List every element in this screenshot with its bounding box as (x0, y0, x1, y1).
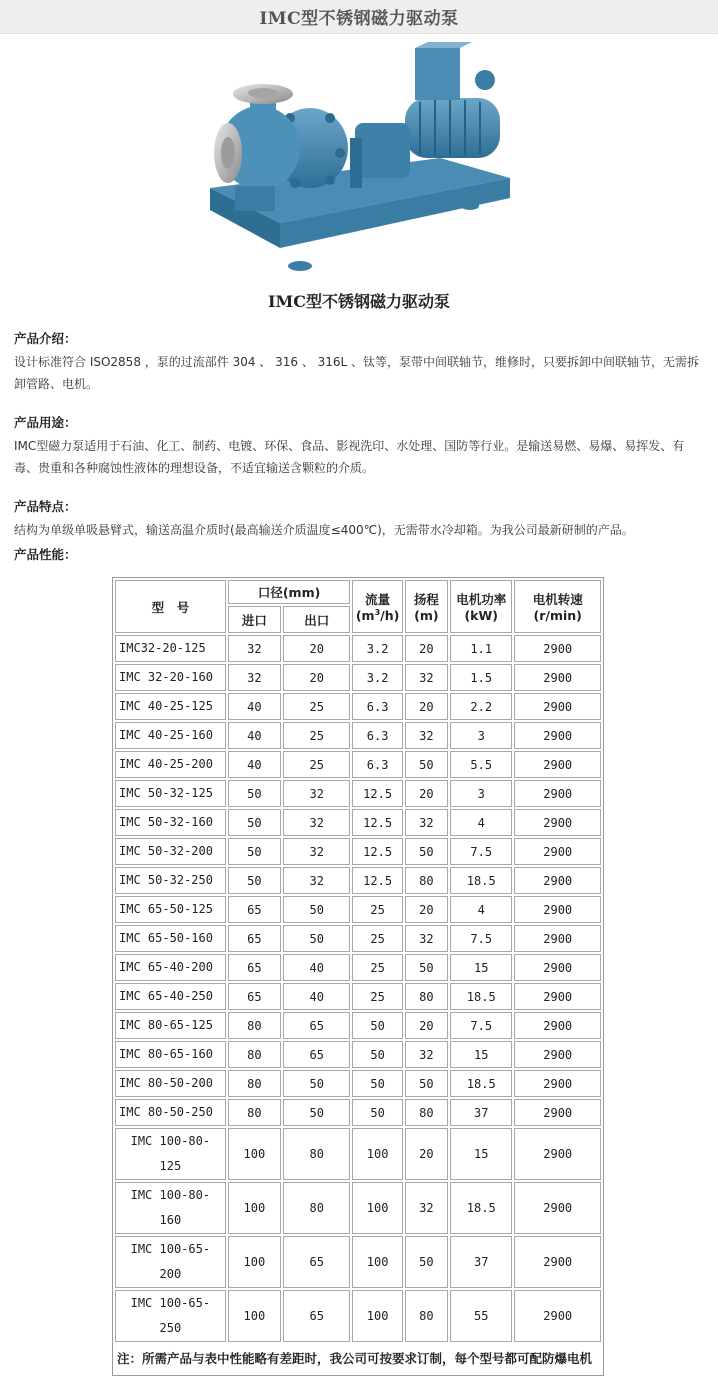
header-flow-unit-sup: 3 (374, 607, 381, 617)
cell-inlet: 100 (228, 1182, 281, 1234)
cell-outlet: 40 (283, 983, 350, 1010)
cell-speed: 2900 (514, 664, 601, 691)
cell-model-line1: IMC 100-80- (130, 1188, 211, 1202)
cell-model (115, 1236, 226, 1288)
cell-flow: 25 (352, 954, 402, 981)
cell-model (115, 1182, 226, 1234)
cell-power: 7.5 (450, 925, 512, 952)
table-row (115, 809, 601, 836)
features-heading: 产品特点： (14, 499, 77, 514)
header-power (450, 580, 512, 633)
cell-model-line1: IMC 100-65- (130, 1296, 211, 1310)
cell-outlet: 50 (283, 1070, 350, 1097)
cell-outlet: 65 (283, 1290, 350, 1342)
cell-head: 20 (405, 780, 448, 807)
cell-speed: 2900 (514, 1070, 601, 1097)
header-model: 型 号 (115, 580, 226, 633)
table-row (115, 1236, 601, 1288)
cell-power: 37 (450, 1099, 512, 1126)
cell-power: 55 (450, 1290, 512, 1342)
cell-model (115, 1128, 226, 1180)
cell-power: 15 (450, 1128, 512, 1180)
cell-power: 5.5 (450, 751, 512, 778)
table-row (115, 896, 601, 923)
cell-flow: 25 (352, 983, 402, 1010)
cell-inlet: 32 (228, 635, 281, 662)
cell-head: 80 (405, 983, 448, 1010)
cell-model: IMC 80-65-160 (115, 1041, 226, 1068)
cell-head: 50 (405, 954, 448, 981)
cell-outlet: 80 (283, 1128, 350, 1180)
cell-flow: 12.5 (352, 838, 402, 865)
cell-outlet: 20 (283, 664, 350, 691)
performance-heading: 产品性能： (14, 547, 77, 562)
cell-flow: 50 (352, 1012, 402, 1039)
cell-inlet: 40 (228, 693, 281, 720)
cell-head: 50 (405, 1070, 448, 1097)
cell-model: IMC 65-40-200 (115, 954, 226, 981)
intro-text: 设计标准符合 ISO2858 ，泵的过流部件 304 、 316 、 316L 、钛等，泵带中间联轴节，维修时，只要拆卸中间联轴节，无需拆卸管路、电机。 (14, 355, 700, 391)
cell-model: IMC 80-50-250 (115, 1099, 226, 1126)
header-flow-line2 (353, 608, 401, 623)
cell-model: IMC 80-50-200 (115, 1070, 226, 1097)
cell-speed: 2900 (514, 780, 601, 807)
cell-inlet: 40 (228, 751, 281, 778)
cell-flow: 50 (352, 1070, 402, 1097)
table-header-row (115, 580, 601, 604)
cell-model: IMC 40-25-200 (115, 751, 226, 778)
cell-outlet: 32 (283, 867, 350, 894)
cell-speed: 2900 (514, 722, 601, 749)
cell-inlet: 50 (228, 780, 281, 807)
table-row (115, 1099, 601, 1126)
header-power-line2: (kW) (464, 608, 498, 623)
cell-inlet: 80 (228, 1012, 281, 1039)
cell-outlet: 50 (283, 925, 350, 952)
cell-flow: 12.5 (352, 867, 402, 894)
header-head (405, 580, 448, 633)
header-speed-line2: (r/min) (533, 608, 582, 623)
cell-head: 32 (405, 1041, 448, 1068)
features-text: 结构为单级单吸悬臂式，输送高温介质时(最高输送介质温度≤400℃)，无需带水冷却箱。为我公司最新研制的产品。 (14, 523, 634, 537)
cell-outlet: 80 (283, 1182, 350, 1234)
cell-head: 20 (405, 693, 448, 720)
cell-model: IMC 50-32-200 (115, 838, 226, 865)
cell-speed: 2900 (514, 1182, 601, 1234)
table-row (115, 1012, 601, 1039)
cell-head: 80 (405, 1290, 448, 1342)
cell-power: 3 (450, 780, 512, 807)
cell-outlet: 25 (283, 693, 350, 720)
header-flow-line1: 流量 (365, 591, 391, 607)
cell-flow: 100 (352, 1290, 402, 1342)
cell-model: IMC 50-32-160 (115, 809, 226, 836)
cell-model-line1: IMC 100-80- (130, 1134, 211, 1148)
cell-outlet: 40 (283, 954, 350, 981)
cell-power: 2.2 (450, 693, 512, 720)
cell-outlet: 50 (283, 1099, 350, 1126)
cell-inlet: 100 (228, 1128, 281, 1180)
performance-table (112, 577, 604, 1376)
cell-head: 20 (405, 1012, 448, 1039)
image-caption: IMC型不锈钢磁力驱动泵 (268, 292, 450, 311)
cell-model: IMC 50-32-250 (115, 867, 226, 894)
cell-speed: 2900 (514, 867, 601, 894)
cell-head: 32 (405, 925, 448, 952)
cell-inlet: 50 (228, 867, 281, 894)
pump-product-image (190, 38, 530, 278)
cell-inlet: 32 (228, 664, 281, 691)
cell-power: 7.5 (450, 838, 512, 865)
cell-power: 15 (450, 954, 512, 981)
header-flow (352, 580, 402, 633)
cell-speed: 2900 (514, 983, 601, 1010)
header-power-line1: 电机功率 (456, 592, 507, 607)
cell-power: 18.5 (450, 983, 512, 1010)
cell-head: 32 (405, 809, 448, 836)
cell-model: IMC 40-25-125 (115, 693, 226, 720)
cell-model-line2: 200 (159, 1267, 182, 1281)
cell-flow: 25 (352, 925, 402, 952)
cell-inlet: 65 (228, 896, 281, 923)
cell-head: 80 (405, 867, 448, 894)
cell-head: 50 (405, 1236, 448, 1288)
table-note: 注：所需产品与表中性能略有差距时，我公司可按要求订制，每个型号都可配防爆电机 (117, 1351, 593, 1366)
cell-speed: 2900 (514, 954, 601, 981)
cell-model-line2: 250 (159, 1321, 182, 1335)
cell-model: IMC 32-20-160 (115, 664, 226, 691)
header-outlet: 出口 (283, 606, 350, 633)
cell-speed: 2900 (514, 925, 601, 952)
cell-power: 1.1 (450, 635, 512, 662)
cell-speed: 2900 (514, 838, 601, 865)
cell-model-line2: 160 (159, 1213, 182, 1227)
cell-head: 50 (405, 751, 448, 778)
table-row (115, 838, 601, 865)
cell-inlet: 65 (228, 983, 281, 1010)
cell-model: IMC 80-65-125 (115, 1012, 226, 1039)
cell-inlet: 80 (228, 1070, 281, 1097)
cell-model: IMC 65-40-250 (115, 983, 226, 1010)
table-row (115, 635, 601, 662)
cell-model (115, 1290, 226, 1342)
intro-heading: 产品介绍： (14, 331, 77, 346)
cell-power: 4 (450, 896, 512, 923)
cell-inlet: 50 (228, 838, 281, 865)
cell-outlet: 25 (283, 722, 350, 749)
cell-head: 20 (405, 1128, 448, 1180)
cell-power: 4 (450, 809, 512, 836)
cell-flow: 25 (352, 896, 402, 923)
table-row (115, 751, 601, 778)
cell-speed: 2900 (514, 751, 601, 778)
cell-power: 1.5 (450, 664, 512, 691)
cell-power: 3 (450, 722, 512, 749)
table-row (115, 954, 601, 981)
cell-inlet: 40 (228, 722, 281, 749)
table-row (115, 1290, 601, 1342)
cell-power: 7.5 (450, 1012, 512, 1039)
cell-outlet: 25 (283, 751, 350, 778)
header-head-line2: (m) (414, 608, 439, 623)
table-row (115, 867, 601, 894)
table-row (115, 1070, 601, 1097)
cell-flow: 100 (352, 1182, 402, 1234)
page-title: IMC型不锈钢磁力驱动泵 (259, 9, 459, 29)
cell-outlet: 32 (283, 780, 350, 807)
table-row (115, 780, 601, 807)
cell-speed: 2900 (514, 635, 601, 662)
cell-outlet: 65 (283, 1041, 350, 1068)
cell-inlet: 100 (228, 1236, 281, 1288)
cell-flow: 3.2 (352, 664, 402, 691)
cell-power: 18.5 (450, 867, 512, 894)
cell-outlet: 32 (283, 838, 350, 865)
cell-head: 20 (405, 635, 448, 662)
page-title-bar (0, 0, 718, 34)
cell-inlet: 65 (228, 925, 281, 952)
cell-power: 37 (450, 1236, 512, 1288)
cell-flow: 100 (352, 1236, 402, 1288)
cell-flow: 50 (352, 1099, 402, 1126)
cell-head: 32 (405, 664, 448, 691)
table-row (115, 1041, 601, 1068)
cell-flow: 12.5 (352, 780, 402, 807)
cell-model: IMC 65-50-125 (115, 896, 226, 923)
cell-model: IMC32-20-125 (115, 635, 226, 662)
cell-flow: 3.2 (352, 635, 402, 662)
cell-inlet: 65 (228, 954, 281, 981)
cell-outlet: 20 (283, 635, 350, 662)
cell-speed: 2900 (514, 1099, 601, 1126)
table-row (115, 1128, 601, 1180)
cell-outlet: 65 (283, 1012, 350, 1039)
cell-model: IMC 40-25-160 (115, 722, 226, 749)
cell-inlet: 80 (228, 1099, 281, 1126)
cell-inlet: 100 (228, 1290, 281, 1342)
cell-inlet: 50 (228, 809, 281, 836)
table-row (115, 722, 601, 749)
cell-flow: 50 (352, 1041, 402, 1068)
cell-model: IMC 50-32-125 (115, 780, 226, 807)
cell-speed: 2900 (514, 1236, 601, 1288)
table-row (115, 693, 601, 720)
cell-speed: 2900 (514, 693, 601, 720)
cell-model-line1: IMC 100-65- (130, 1242, 211, 1256)
cell-head: 32 (405, 722, 448, 749)
cell-power: 15 (450, 1041, 512, 1068)
cell-flow: 100 (352, 1128, 402, 1180)
cell-head: 32 (405, 1182, 448, 1234)
cell-flow: 6.3 (352, 722, 402, 749)
cell-speed: 2900 (514, 1041, 601, 1068)
cell-speed: 2900 (514, 1128, 601, 1180)
cell-speed: 2900 (514, 896, 601, 923)
cell-power: 18.5 (450, 1070, 512, 1097)
cell-model-line2: 125 (159, 1159, 182, 1173)
header-speed (514, 580, 601, 633)
table-row (115, 1182, 601, 1234)
table-row (115, 925, 601, 952)
cell-flow: 12.5 (352, 809, 402, 836)
header-flow-unit-post: /h) (380, 608, 400, 624)
table-note-row (115, 1344, 601, 1373)
cell-head: 50 (405, 838, 448, 865)
cell-speed: 2900 (514, 1290, 601, 1342)
cell-outlet: 32 (283, 809, 350, 836)
cell-flow: 6.3 (352, 751, 402, 778)
cell-flow: 6.3 (352, 693, 402, 720)
table-row (115, 983, 601, 1010)
table-row (115, 664, 601, 691)
cell-outlet: 65 (283, 1236, 350, 1288)
cell-model: IMC 65-50-160 (115, 925, 226, 952)
cell-head: 20 (405, 896, 448, 923)
header-flow-unit-pre: (m (355, 608, 375, 624)
usage-text: IMC型磁力泵适用于石油、化工、制药、电镀、环保、食品、影视洗印、水处理、国防等行业。是输送易燃、易爆、易挥发、有毒、贵重和各种腐蚀性液体的理想设备，不适宜输送含颗粒的介质。 (14, 439, 685, 475)
cell-speed: 2900 (514, 1012, 601, 1039)
cell-power: 18.5 (450, 1182, 512, 1234)
header-inlet: 进口 (228, 606, 281, 633)
cell-inlet: 80 (228, 1041, 281, 1068)
header-speed-line1: 电机转速 (532, 592, 583, 607)
header-diameter: 口径(mm) (228, 580, 351, 604)
header-head-line1: 扬程 (413, 592, 439, 607)
cell-speed: 2900 (514, 809, 601, 836)
cell-outlet: 50 (283, 896, 350, 923)
usage-heading: 产品用途： (14, 415, 77, 430)
cell-head: 80 (405, 1099, 448, 1126)
